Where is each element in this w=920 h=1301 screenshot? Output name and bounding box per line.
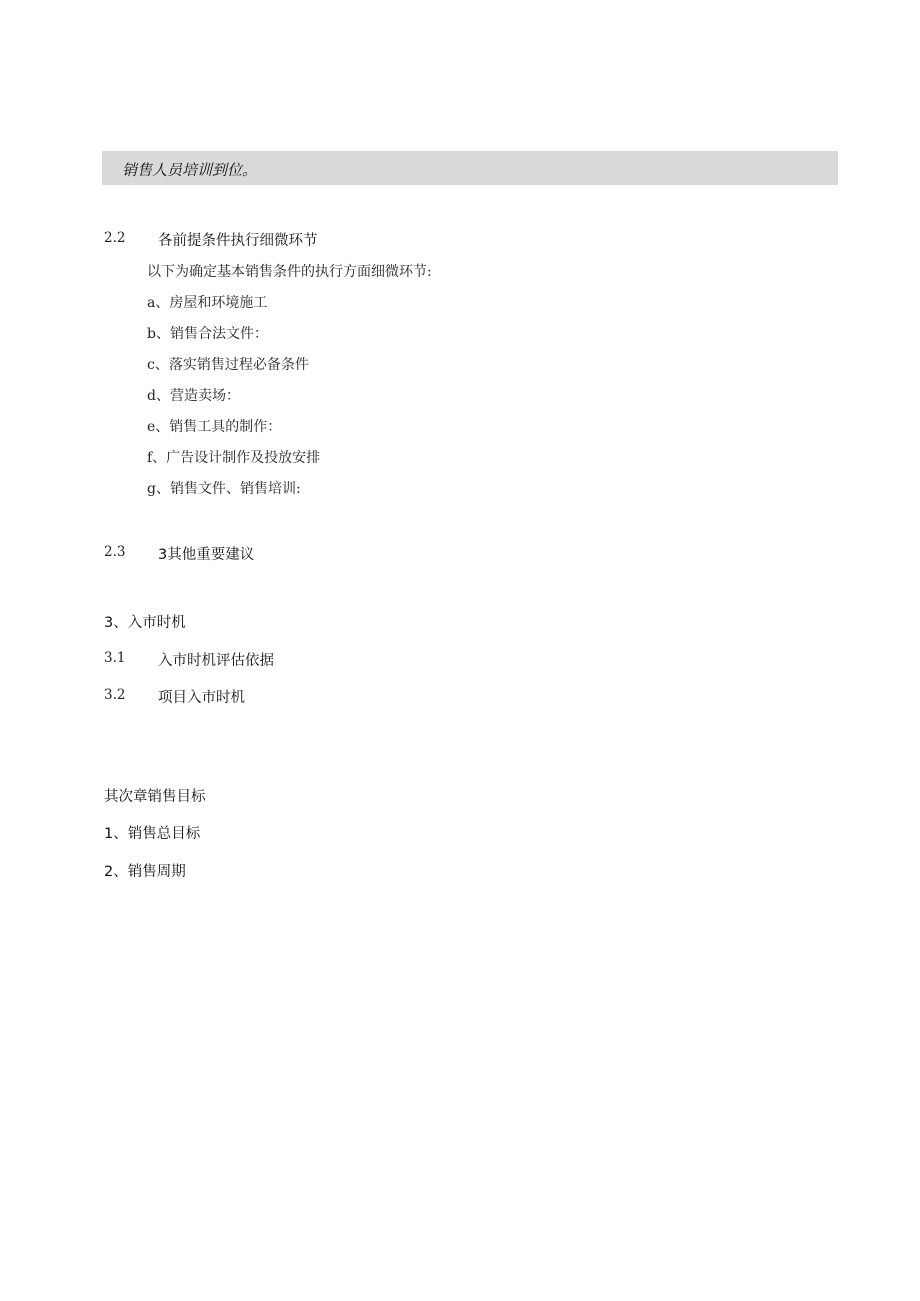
section-2-2-number: 2.2 — [104, 230, 126, 246]
list-item: a、房屋和环境施工 — [147, 295, 268, 311]
list-item: g、销售文件、销售培训: — [147, 481, 301, 497]
section-3-title: 3、入市时机 — [104, 615, 186, 631]
list-item: c、落实销售过程必备条件 — [147, 357, 309, 373]
list-item: f、广告设计制作及投放安排 — [147, 450, 321, 466]
section-3-1-number: 3.1 — [104, 650, 126, 666]
section-3-2-number: 3.2 — [104, 687, 126, 703]
chapter-item: 1、销售总目标 — [104, 826, 201, 842]
chapter-item: 2、销售周期 — [104, 864, 186, 880]
list-item: e、销售工具的制作： — [147, 419, 282, 435]
list-item: b、销售合法文件： — [147, 326, 268, 342]
section-2-2-title: 各前提条件执行细微环节 — [158, 233, 318, 249]
chapter-title: 其次章销售目标 — [104, 789, 206, 805]
list-item: d、营造卖场： — [147, 388, 240, 404]
section-3-2-title: 项目入市时机 — [158, 690, 245, 706]
section-3-1-title: 入市时机评估依据 — [158, 653, 274, 669]
section-2-2-intro: 以下为确定基本销售条件的执行方面细微环节: — [147, 264, 432, 280]
section-2-3-title: 3其他重要建议 — [158, 547, 255, 563]
banner-text: 销售人员培训到位。 — [122, 161, 258, 179]
section-2-3-number: 2.3 — [104, 544, 126, 560]
